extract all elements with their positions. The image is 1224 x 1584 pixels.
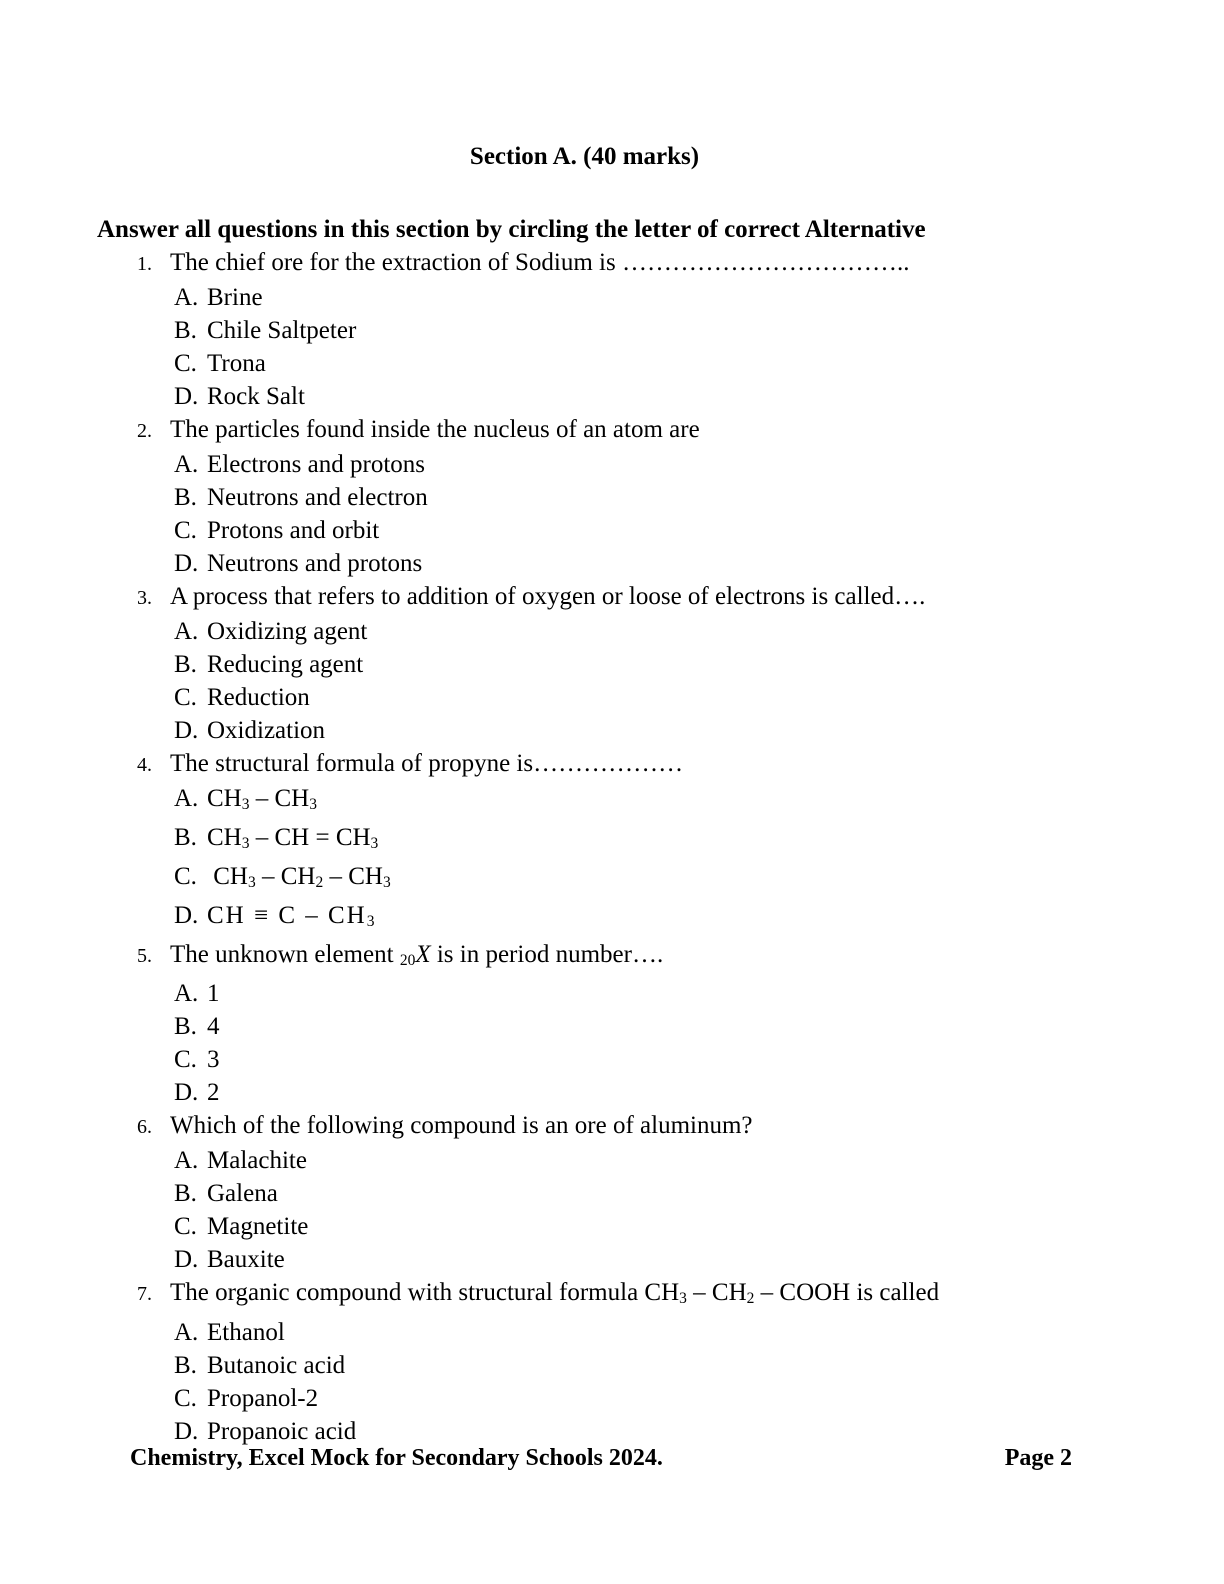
answer-option — [97, 1144, 1072, 1177]
text-segment: Which of the following compound is an ore of aluminum? — [170, 1112, 753, 1140]
option-letter: D. — [174, 1246, 199, 1274]
question-line — [97, 246, 1072, 281]
option-text — [207, 1210, 308, 1243]
question-text — [170, 747, 683, 780]
option-letter: A. — [174, 284, 199, 311]
option-letter: D. — [174, 902, 199, 930]
answer-option — [97, 714, 1072, 747]
question-text — [170, 1109, 753, 1142]
question-number: 7. — [137, 1283, 152, 1306]
answer-option — [97, 481, 1072, 514]
answer-option — [97, 860, 1072, 899]
option-text — [207, 681, 310, 714]
option-letter: C. — [174, 1213, 197, 1241]
answer-option — [97, 1076, 1072, 1109]
text-segment: The particles found inside the nucleus of an atom are — [170, 416, 700, 443]
text-segment: Magnetite — [207, 1213, 309, 1241]
subscript-segment: 2 — [315, 874, 324, 892]
subscript-segment: 3 — [309, 796, 317, 814]
section-instruction: Answer all questions in this section by circling the letter of correct Alternative — [97, 216, 926, 243]
footer-document-title: Chemistry, Excel Mock for Secondary Schools 2024. — [130, 1445, 663, 1471]
text-segment: is in period number…. — [430, 941, 664, 969]
answer-option — [97, 380, 1072, 413]
option-letter: B. — [174, 651, 197, 678]
question-number: 3. — [137, 587, 152, 609]
answer-option — [97, 1243, 1072, 1276]
answer-option — [97, 1415, 1072, 1448]
question-item — [97, 580, 1072, 747]
text-segment: 3 — [207, 1046, 220, 1074]
text-segment: The unknown element — [170, 941, 400, 969]
text-segment: – COOH is called — [754, 1279, 940, 1307]
text-segment: Oxidizing agent — [207, 618, 368, 645]
answer-option — [97, 1177, 1072, 1210]
option-letter: B. — [174, 1180, 197, 1208]
option-text — [207, 481, 428, 514]
option-text — [207, 1243, 285, 1276]
text-segment: The organic compound with structural formula CH — [170, 1279, 680, 1307]
subscript-segment: 2 — [746, 1290, 755, 1308]
option-letter: A. — [174, 1147, 199, 1175]
option-letter: C. — [174, 350, 197, 377]
answer-option — [97, 1010, 1072, 1043]
option-letter: B. — [174, 824, 197, 852]
option-text — [207, 782, 317, 821]
text-segment: Butanoic acid — [207, 1351, 346, 1379]
option-letter: A. — [174, 1318, 199, 1346]
text-segment: 4 — [207, 1013, 220, 1041]
answer-option — [97, 821, 1072, 860]
text-segment: – CH — [686, 1279, 747, 1307]
option-letter: C. — [174, 1384, 197, 1412]
question-text — [170, 580, 925, 613]
option-letter: A. — [174, 785, 199, 812]
option-letter: C. — [174, 1046, 197, 1074]
answer-option — [97, 1382, 1072, 1415]
text-segment: Bauxite — [207, 1246, 285, 1274]
answer-option — [97, 1316, 1072, 1349]
option-letter: D. — [174, 383, 199, 410]
option-text — [207, 547, 422, 580]
question-line — [97, 938, 1072, 977]
option-text — [207, 1076, 220, 1109]
subscript-segment: 3 — [370, 835, 379, 853]
page-footer — [130, 1444, 1072, 1472]
question-item — [97, 747, 1072, 938]
option-text — [207, 314, 356, 347]
text-segment: Oxidization — [207, 717, 326, 744]
question-text — [170, 246, 909, 279]
option-text — [207, 648, 363, 681]
option-text — [207, 1316, 285, 1349]
subscript-segment: 3 — [247, 874, 256, 892]
answer-option — [97, 281, 1072, 314]
answer-option — [97, 347, 1072, 380]
question-number: 1. — [137, 253, 152, 275]
text-segment: Rock Salt — [207, 383, 305, 410]
option-text — [207, 1010, 220, 1043]
text-segment: The chief ore for the extraction of Sodium is …………………………….. — [170, 249, 910, 276]
text-segment: CH — [207, 824, 242, 852]
text-segment: – CH — [255, 863, 316, 891]
question-number: 5. — [137, 945, 152, 968]
option-text — [207, 714, 325, 747]
text-segment: Neutrons and electron — [207, 484, 428, 511]
option-text — [207, 1144, 307, 1177]
option-letter: C. — [174, 517, 197, 544]
question-text — [170, 413, 700, 446]
option-text — [207, 1349, 345, 1382]
text-segment: – CH — [323, 863, 383, 891]
text-segment: Reduction — [207, 684, 310, 711]
question-item — [97, 938, 1072, 1109]
question-line — [97, 747, 1072, 782]
option-letter: A. — [174, 451, 199, 478]
section-title: Section A. (40 marks) — [469, 143, 700, 170]
option-text — [207, 1415, 356, 1448]
question-item — [97, 413, 1072, 580]
text-segment: – CH = CH — [249, 824, 371, 852]
answer-option — [97, 899, 1072, 938]
text-segment: A process that refers to addition of oxygen or loose of electrons is called…. — [170, 583, 926, 610]
option-text — [207, 977, 220, 1010]
answer-option — [97, 314, 1072, 347]
option-letter: D. — [174, 1417, 199, 1445]
option-text — [207, 448, 425, 481]
subscript-segment: 3 — [382, 874, 391, 892]
option-text — [207, 615, 367, 648]
question-number: 6. — [137, 1116, 152, 1139]
answer-option — [97, 681, 1072, 714]
text-segment: Galena — [207, 1180, 278, 1208]
text-segment: Electrons and protons — [207, 451, 426, 478]
text-segment: Chile Saltpeter — [207, 317, 357, 344]
question-text — [170, 938, 663, 977]
question-item — [97, 1276, 1072, 1447]
answer-option — [97, 1210, 1072, 1243]
text-segment: CH — [207, 785, 242, 812]
text-segment: Reducing agent — [207, 651, 364, 678]
question-item — [97, 1109, 1072, 1276]
answer-option — [97, 514, 1072, 547]
question-number: 2. — [137, 420, 152, 442]
footer-page-number: Page 2 — [1004, 1445, 1072, 1471]
option-letter: D. — [174, 550, 199, 577]
question-text — [170, 1276, 939, 1315]
text-segment: Brine — [207, 284, 263, 311]
option-text — [207, 1043, 220, 1076]
answer-option — [97, 977, 1072, 1010]
question-number: 4. — [137, 754, 152, 776]
question-line — [97, 1276, 1072, 1315]
text-segment: The structural formula of propyne is……………… — [170, 750, 684, 777]
text-segment: CH — [207, 863, 248, 891]
italic-segment: X — [415, 941, 431, 969]
text-segment: 1 — [207, 980, 220, 1008]
text-segment: 2 — [207, 1079, 220, 1107]
option-text — [207, 281, 263, 314]
option-letter: D. — [174, 1079, 199, 1107]
option-text — [207, 821, 378, 860]
option-letter: A. — [174, 618, 199, 645]
answer-option — [97, 615, 1072, 648]
option-text — [207, 1177, 278, 1210]
option-text — [207, 347, 266, 380]
text-segment: Ethanol — [207, 1318, 285, 1346]
text-segment: Malachite — [207, 1147, 307, 1175]
answer-option — [97, 648, 1072, 681]
question-list — [97, 246, 1072, 1448]
option-letter: B. — [174, 1013, 197, 1041]
answer-option — [97, 1043, 1072, 1076]
page-content — [97, 0, 1072, 1448]
option-letter: B. — [174, 484, 197, 511]
text-segment: Protons and orbit — [207, 517, 380, 544]
subscript-segment: 3 — [241, 835, 250, 853]
option-text — [207, 1382, 318, 1415]
question-line — [97, 580, 1072, 615]
text-segment: CH ≡ C – CH — [207, 902, 367, 930]
text-segment: Propanoic acid — [207, 1417, 357, 1445]
option-text — [207, 860, 391, 899]
option-text — [207, 899, 376, 938]
text-segment: Neutrons and protons — [207, 550, 423, 577]
option-letter: B. — [174, 317, 197, 344]
question-line — [97, 413, 1072, 448]
subscript-segment: 3 — [241, 796, 250, 814]
option-letter: B. — [174, 1351, 197, 1379]
subscript-segment: 3 — [366, 913, 377, 931]
answer-option — [97, 448, 1072, 481]
option-letter: C. — [174, 863, 197, 891]
answer-option — [97, 547, 1072, 580]
option-text — [207, 380, 305, 413]
option-letter: A. — [174, 980, 199, 1008]
subscript-segment: 3 — [679, 1290, 687, 1308]
question-item — [97, 246, 1072, 413]
answer-option — [97, 782, 1072, 821]
subscript-segment: 20 — [399, 952, 416, 970]
text-segment: Propanol-2 — [207, 1384, 319, 1412]
question-line — [97, 1109, 1072, 1144]
text-segment: Trona — [207, 350, 266, 377]
option-letter: C. — [174, 684, 197, 711]
answer-option — [97, 1349, 1072, 1382]
text-segment: – CH — [249, 785, 310, 812]
option-letter: D. — [174, 717, 199, 744]
option-text — [207, 514, 379, 547]
